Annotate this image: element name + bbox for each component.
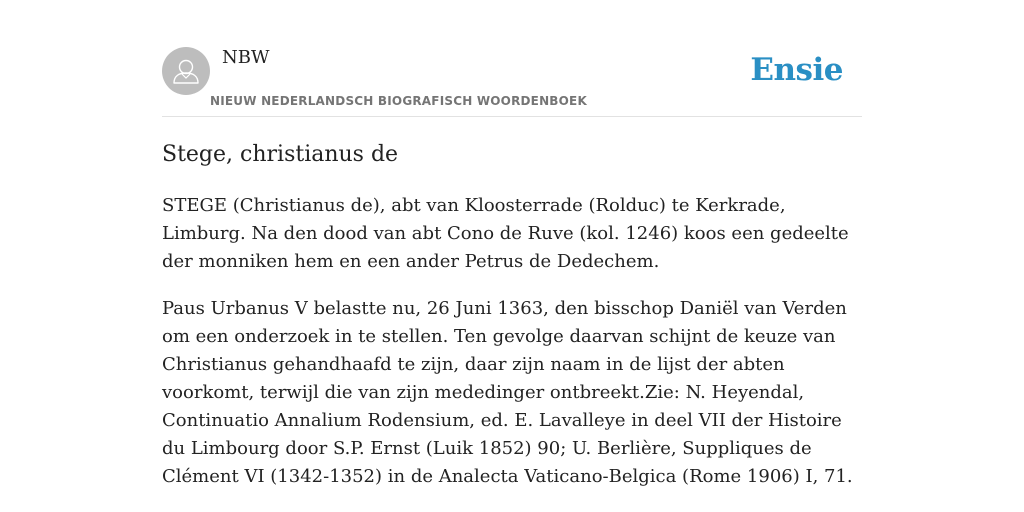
- source-header: [162, 47, 862, 117]
- brand-logo[interactable]: Ensie: [750, 52, 843, 88]
- article-title: Stege, christianus de: [162, 142, 399, 167]
- article-body: [162, 192, 867, 510]
- article-paragraph: STEGE (Christianus de), abt van Kloosterrade (Rolduc) te Kerkrade, Limburg. Na den dood van abt Cono de Ruve (kol. 1246) koos een gedeelte der monniken hem en een ander Petrus de Dedechem.: [162, 195, 849, 272]
- person-icon: [162, 47, 210, 95]
- source-full-name: NIEUW NEDERLANDSCH BIOGRAFISCH WOORDENBOEK: [210, 94, 587, 108]
- source-avatar[interactable]: [162, 47, 210, 95]
- source-name-link[interactable]: NBW: [222, 47, 270, 68]
- article-paragraph: Paus Urbanus V belastte nu, 26 Juni 1363, den bisschop Daniël van Verden om een onderzoek in te stellen. Ten gevolge daarvan schijnt de keuze van Christianus gehandhaafd te zijn, daar zijn naam in de lijst der abten voorkomt, terwijl die van zijn mededinger ontbreekt.Zie: N. Heyendal, Continuatio Annalium Rodensium, ed. E. Lavalleye in deel VII der Histoire du Limbourg door S.P. Ernst (Luik 1852) 90; U. Berlière, Suppliques de Clément VI (1342-1352) in de Analecta Vaticano-Belgica (Rome 1906) I, 71.: [162, 298, 853, 487]
